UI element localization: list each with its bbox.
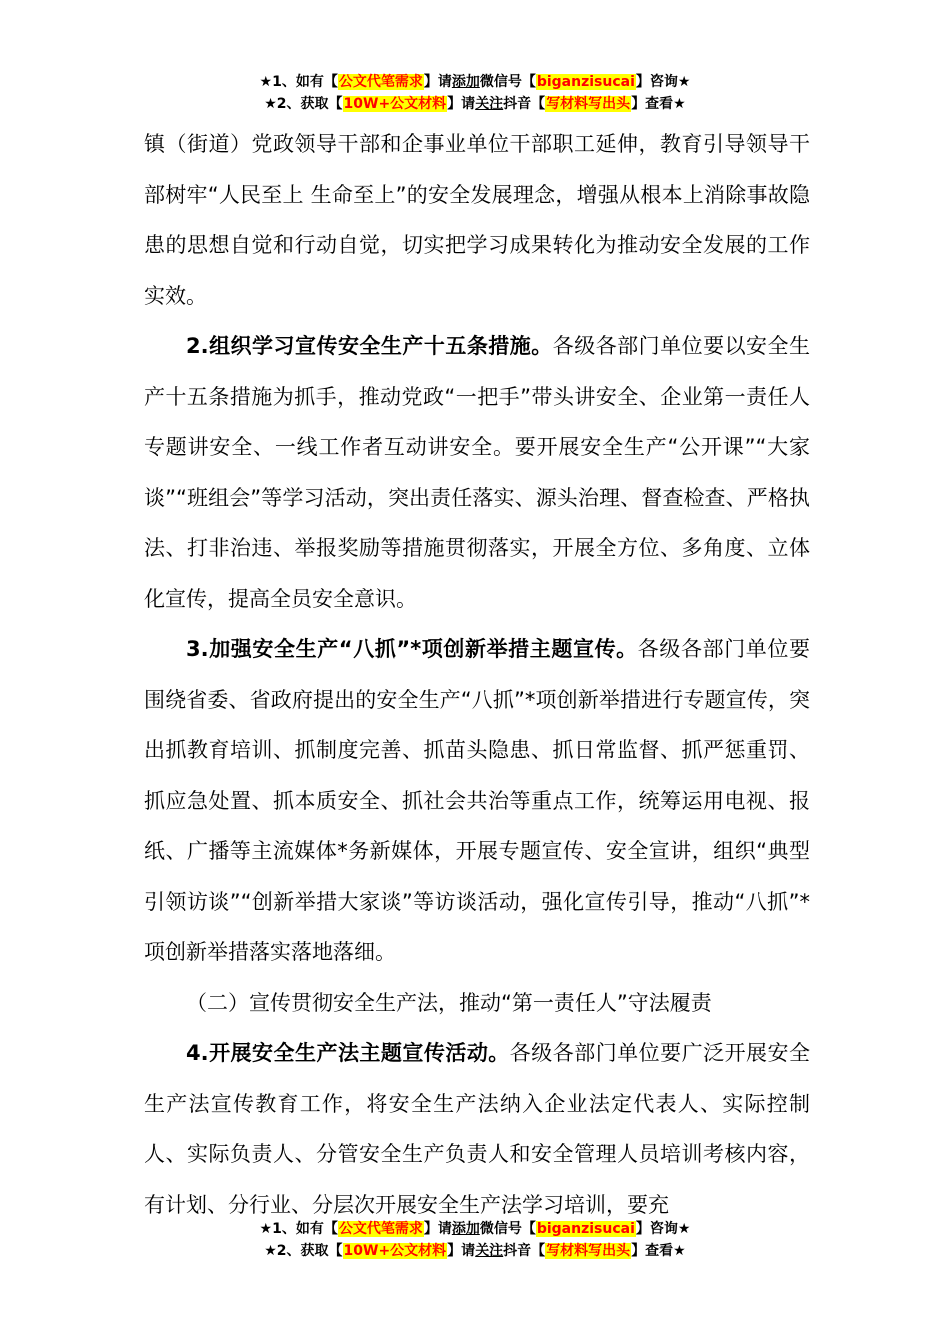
banner-underlined-text: 关注 (475, 96, 504, 112)
banner-text: 】查看★ (631, 1243, 686, 1259)
item-body: 各级各部门单位要以安全生产十五条措施为抓手，推动党政“一把手”带头讲安全、企业第一责任人专题讲安全、一线工作者互动讲安全。要开展安全生产“公开课”“大家谈”“班组会”等学习活动，突出责任落实、源头治理、督查检查、严格执法、打非治违、举报奖励等措施贯彻落实，开展全方位、多角度、立体化宣传，提高全员安全意识。 (144, 334, 811, 611)
banner-highlight: 公文代笔需求 (338, 1221, 423, 1237)
document-body (144, 119, 810, 1230)
banner-line-1 (0, 71, 950, 93)
banner-text: 】请 (447, 96, 476, 112)
banner-text: 】查看★ (631, 96, 686, 112)
banner-text: 微信号【 (479, 1221, 536, 1237)
banner-text: ★1、如有【 (259, 74, 338, 90)
banner-underlined-text: 添加 (451, 1221, 480, 1237)
banner-line-2 (0, 93, 950, 115)
item-heading: 3.加强安全生产“八抓”*项创新举措主题宣传。 (186, 637, 638, 661)
banner-highlight: 写材料写出头 (546, 1243, 631, 1259)
banner-text: ★2、获取【 (264, 1243, 343, 1259)
banner-text: 抖音【 (503, 96, 546, 112)
banner-line-1 (0, 1218, 950, 1240)
banner-text: 】咨询★ (635, 74, 691, 90)
banner-text: 】请 (423, 74, 452, 90)
banner-highlight: biganzisucai (536, 74, 635, 90)
paragraph-continuation: 镇（街道）党政领导干部和企事业单位干部职工延伸，教育引导领导干部树牢“人民至上 生命至上”的安全发展理念，增强从根本上消除事故隐患的思想自觉和行动自觉，切实把学习成果转化为推动安全发展的工作实效。 (144, 132, 810, 308)
banner-highlight: 写材料写出头 (546, 96, 631, 112)
header-banner (0, 71, 950, 115)
banner-text: 】咨询★ (635, 1221, 691, 1237)
banner-highlight: 10W+公文材料 (343, 1243, 447, 1259)
item-heading: 4.开展安全生产法主题宣传活动。 (186, 1041, 510, 1065)
banner-underlined-text: 关注 (475, 1243, 504, 1259)
footer-banner (0, 1218, 950, 1262)
paragraph-item-3 (144, 624, 810, 978)
paragraph-item-2 (144, 321, 810, 624)
banner-line-2 (0, 1240, 950, 1262)
item-body: 各级各部门单位要围绕省委、省政府提出的安全生产“八抓”*项创新举措进行专题宣传，突出抓教育培训、抓制度完善、抓苗头隐患、抓日常监督、抓严惩重罚、抓应急处置、抓本质安全、抓社会共治等重点工作，统筹运用电视、报纸、广播等主流媒体*务新媒体，开展专题宣传、安全宣讲，组织“典型引领访谈”“创新举措大家谈”等访谈活动，强化宣传引导，推动“八抓”*项创新举措落实落地落细。 (144, 637, 810, 964)
banner-highlight: 公文代笔需求 (338, 74, 423, 90)
banner-text: ★1、如有【 (259, 1221, 338, 1237)
banner-text: ★2、获取【 (264, 96, 343, 112)
banner-text: 抖音【 (503, 1243, 546, 1259)
item-body: 各级各部门单位要广泛开展安全生产法宣传教育工作，将安全生产法纳入企业法定代表人、实际控制人、实际负责人、分管安全生产负责人和安全管理人员培训考核内容，有计划、分行业、分层次开展安全生产法学习培训，要充 (144, 1041, 811, 1217)
banner-text: 微信号【 (479, 74, 536, 90)
paragraph-item-4 (144, 1028, 810, 1230)
banner-underlined-text: 添加 (451, 74, 480, 90)
banner-text: 】请 (447, 1243, 476, 1259)
banner-highlight: 10W+公文材料 (343, 96, 447, 112)
section-heading: （二）宣传贯彻安全生产法，推动“第一责任人”守法履责 (186, 990, 712, 1015)
banner-text: 】请 (423, 1221, 452, 1237)
banner-highlight: biganzisucai (536, 1221, 635, 1237)
item-heading: 2.组织学习宣传安全生产十五条措施。 (186, 334, 553, 358)
